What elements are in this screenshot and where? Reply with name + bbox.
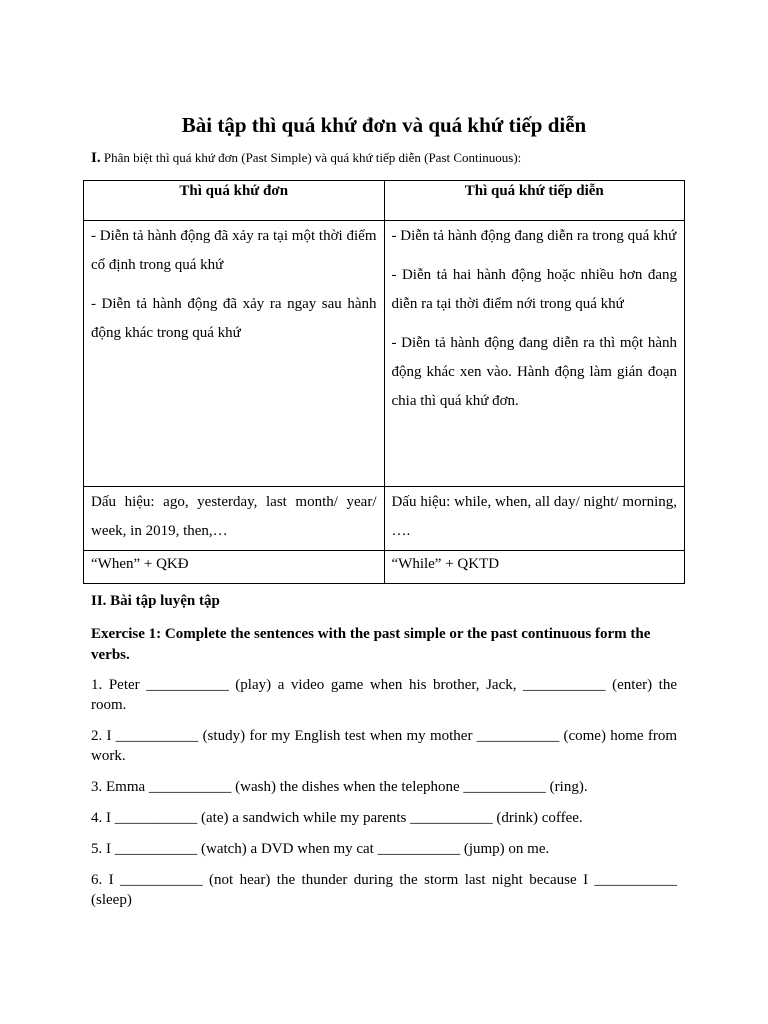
signs-past-continuous-cell xyxy=(384,487,685,551)
question-list xyxy=(91,675,677,921)
uses-past-simple-cell xyxy=(84,221,385,487)
table-cell-text: Dấu hiệu: ago, yesterday, last month/ year/ week, in 2019, then,… xyxy=(91,494,377,539)
header-past-continuous: Thì quá khứ tiếp diễn xyxy=(384,181,685,221)
exercise-title: Exercise 1: Complete the sentences with the past simple or the past continuous form the verbs. xyxy=(91,626,651,663)
table-cell-text: - Diễn tả hai hành động hoặc nhiều hơn đang diễn ra tại thời điểm nới trong quá khứ xyxy=(391,267,677,312)
table-row-signs xyxy=(84,487,685,551)
table-row-conjunctions xyxy=(84,551,685,584)
table-cell-text: - Diễn tả hành động đang diễn ra thì một hành động khác xen vào. Hành động làm gián đoạn chia thì quá khứ đơn. xyxy=(391,335,677,409)
table-header-row xyxy=(84,181,685,221)
intro-line xyxy=(91,150,521,167)
uses-past-continuous-cell xyxy=(384,221,685,487)
intro-numeral: I. xyxy=(91,150,101,166)
comparison-table xyxy=(83,180,685,584)
table-row-uses xyxy=(84,221,685,487)
signs-past-simple-cell xyxy=(84,487,385,551)
table-cell-text: “When” + QKĐ xyxy=(91,556,189,572)
section-title: II. Bài tập luyện tập xyxy=(91,593,220,609)
page-title: Bài tập thì quá khứ đơn và quá khứ tiếp diễn xyxy=(181,113,587,137)
table-cell-text: Dấu hiệu: while, when, all day/ night/ morning, …. xyxy=(391,494,677,539)
question-item: 2. I ___________ (study) for my English test when my mother ___________ (come) home from work. xyxy=(91,728,677,764)
question-item: 5. I ___________ (watch) a DVD when my cat ___________ (jump) on me. xyxy=(91,841,550,857)
question-item: 3. Emma ___________ (wash) the dishes when the telephone ___________ (ring). xyxy=(91,779,588,795)
intro-text: Phân biệt thì quá khứ đơn (Past Simple) và quá khứ tiếp diễn (Past Continuous): xyxy=(103,150,522,165)
question-item: 1. Peter ___________ (play) a video game when his brother, Jack, ___________ (enter) the room. xyxy=(91,677,677,713)
question-item: 6. I ___________ (not hear) the thunder during the storm last night because I ___________ (sleep) xyxy=(91,872,677,908)
conj-past-continuous-cell xyxy=(384,551,685,584)
table-cell-text: “While” + QKTD xyxy=(391,556,500,572)
table-cell-text: - Diễn tả hành động đã xảy ra ngay sau hành động khác trong quá khứ xyxy=(91,296,377,341)
table-cell-text: - Diễn tả hành động đã xảy ra tại một thời điểm cố định trong quá khứ xyxy=(91,228,377,273)
conj-past-simple-cell xyxy=(84,551,385,584)
header-past-simple: Thì quá khứ đơn xyxy=(84,181,385,221)
table-cell-text: - Diễn tả hành động đang diễn ra trong quá khứ xyxy=(391,228,677,244)
question-item: 4. I ___________ (ate) a sandwich while my parents ___________ (drink) coffee. xyxy=(91,810,583,826)
